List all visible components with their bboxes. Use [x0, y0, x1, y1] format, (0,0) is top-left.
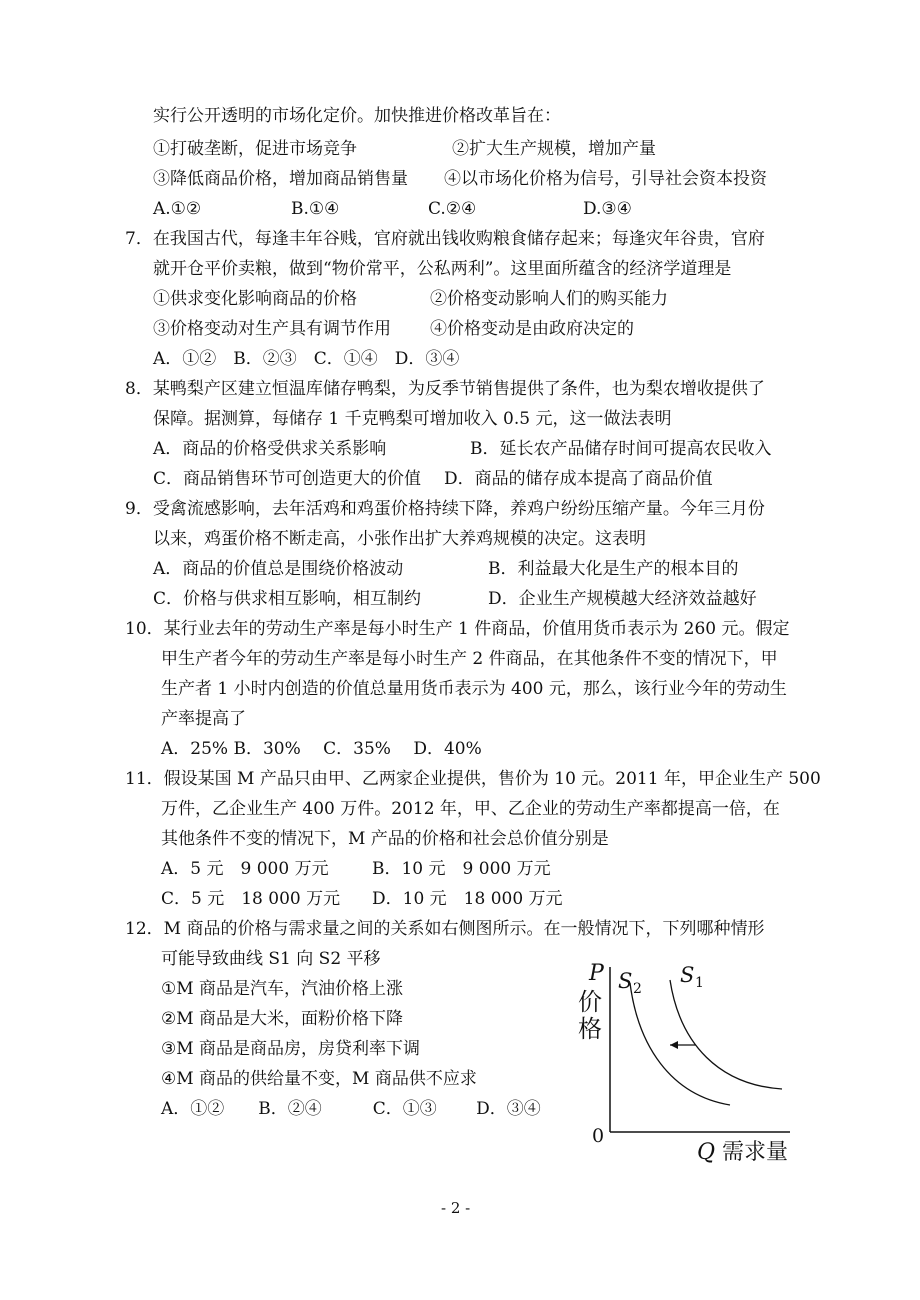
- q-axis-label: Q: [697, 1140, 716, 1165]
- y-axis-label-1: 价: [578, 988, 602, 1016]
- q12-statement-3: ③M 商品是商品房，房贷利率下调: [161, 1039, 421, 1059]
- s2-label: S: [618, 969, 633, 993]
- s1-subscript: 1: [695, 975, 704, 991]
- q9-stem-line-1: 9．受禽流感影响，去年活鸡和鸡蛋价格持续下降，养鸡户纷纷压缩产量。今年三月份: [125, 499, 765, 519]
- q7-statement-1: ①供求变化影响商品的价格: [153, 289, 357, 309]
- q8-option-b: B．延长农产品储存时间可提高农民收入: [470, 439, 772, 459]
- q10-stem-line-3: 生产者 1 小时内创造的价值总量用货币表示为 400 元，那么，该行业今年的劳动生: [161, 679, 787, 699]
- q7-stem-line-2: 就开仓平价卖粮，做到“物价常平，公私两利”。这里面所蕴含的经济学道理是: [153, 259, 732, 279]
- q8-option-d: D．商品的储存成本提高了商品价值: [444, 469, 713, 489]
- q12-stem-line-1: 12．M 商品的价格与需求量之间的关系如右侧图所示。在一般情况下，下列哪种情形: [125, 919, 765, 939]
- q6-statement-4: ④以市场化价格为信号，引导社会资本投资: [444, 169, 767, 189]
- s1-label: S: [680, 963, 695, 987]
- q9-option-a: A．商品的价值总是围绕价格波动: [153, 559, 404, 579]
- curve-s2: [630, 983, 730, 1105]
- q9-stem-line-2: 以来，鸡蛋价格不断走高，小张作出扩大养鸡规模的决定。这表明: [153, 529, 646, 549]
- q8-option-a: A．商品的价格受供求关系影响: [153, 439, 387, 459]
- q8-option-c: C．商品销售环节可创造更大的价值: [153, 469, 422, 489]
- q9-option-b: B．利益最大化是生产的根本目的: [488, 559, 739, 579]
- q8-stem-line-2: 保障。据测算，每储存 1 千克鸭梨可增加收入 0.5 元，这一做法表明: [153, 409, 672, 429]
- q7-options: A．①② B．②③ C．①④ D．③④: [153, 349, 460, 369]
- q6-statement-1: ①打破垄断，促进市场竞争: [153, 139, 357, 159]
- q12-statement-4: ④M 商品的供给量不变，M 商品供不应求: [161, 1069, 477, 1089]
- q10-stem-line-1: 10．某行业去年的劳动生产率是每小时生产 1 件商品，价值用货币表示为 260 元。假定: [125, 619, 790, 639]
- q7-statement-3: ③价格变动对生产具有调节作用: [153, 319, 391, 339]
- q10-options: A．25% B．30% C．35% D．40%: [161, 739, 482, 759]
- p-axis-label: P: [589, 961, 604, 986]
- q6-option-b: B.①④: [291, 199, 340, 219]
- q12-statement-2: ②M 商品是大米，面粉价格下降: [161, 1009, 404, 1029]
- q12-options: A．①② B．②④ C．①③ D．③④: [161, 1099, 541, 1119]
- q11-option-a: A．5 元 9 000 万元: [161, 859, 329, 879]
- page-number: - 2 -: [441, 1199, 471, 1217]
- q11-stem-line-1: 11．假设某国 M 产品只由甲、乙两家企业提供，售价为 10 元。2011 年，甲企业生产 500: [125, 769, 821, 789]
- q11-option-d: D．10 元 18 000 万元: [372, 889, 563, 909]
- q10-stem-line-4: 产率提高了: [161, 709, 246, 729]
- q7-statement-4: ④价格变动是由政府决定的: [430, 319, 634, 339]
- demand-curve-graph: [560, 955, 820, 1170]
- q6-option-d: D.③④: [583, 199, 632, 219]
- q9-option-d: D．企业生产规模越大经济效益越好: [488, 589, 757, 609]
- origin-label: 0: [592, 1125, 605, 1147]
- q10-stem-line-2: 甲生产者今年的劳动生产率是每小时生产 2 件商品，在其他条件不变的情况下，甲: [161, 649, 778, 669]
- q6-option-a: A.①②: [153, 199, 202, 219]
- q7-statement-2: ②价格变动影响人们的购买能力: [430, 289, 668, 309]
- q6-option-c: C.②④: [428, 199, 477, 219]
- q11-option-c: C．5 元 18 000 万元: [161, 889, 341, 909]
- shift-arrow-head: [670, 1041, 678, 1049]
- q12-stem-line-2: 可能导致曲线 S1 向 S2 平移: [161, 949, 381, 969]
- q7-stem-line-1: 7．在我国古代，每逢丰年谷贱，官府就出钱收购粮食储存起来；每逢灾年谷贵，官府: [125, 229, 765, 249]
- y-axis-label-2: 格: [578, 1015, 602, 1043]
- q9-option-c: C．价格与供求相互影响，相互制约: [153, 589, 422, 609]
- curve-s1: [670, 980, 782, 1089]
- q11-option-b: B．10 元 9 000 万元: [372, 859, 551, 879]
- q6-statement-3: ③降低商品价格，增加商品销售量: [153, 169, 408, 189]
- q8-stem-line-1: 8．某鸭梨产区建立恒温库储存鸭梨，为反季节销售提供了条件，也为梨农增收提供了: [125, 379, 765, 399]
- q11-stem-line-3: 其他条件不变的情况下，M 产品的价格和社会总价值分别是: [161, 829, 609, 849]
- s2-subscript: 2: [633, 981, 642, 997]
- q12-statement-1: ①M 商品是汽车，汽油价格上涨: [161, 979, 404, 999]
- q6-stem: 实行公开透明的市场化定价。加快推进价格改革旨在：: [153, 106, 561, 126]
- q11-stem-line-2: 万件，乙企业生产 400 万件。2012 年，甲、乙企业的劳动生产率都提高一倍，在: [161, 799, 780, 819]
- x-axis-label: 需求量: [722, 1140, 789, 1165]
- q6-statement-2: ②扩大生产规模，增加产量: [452, 139, 656, 159]
